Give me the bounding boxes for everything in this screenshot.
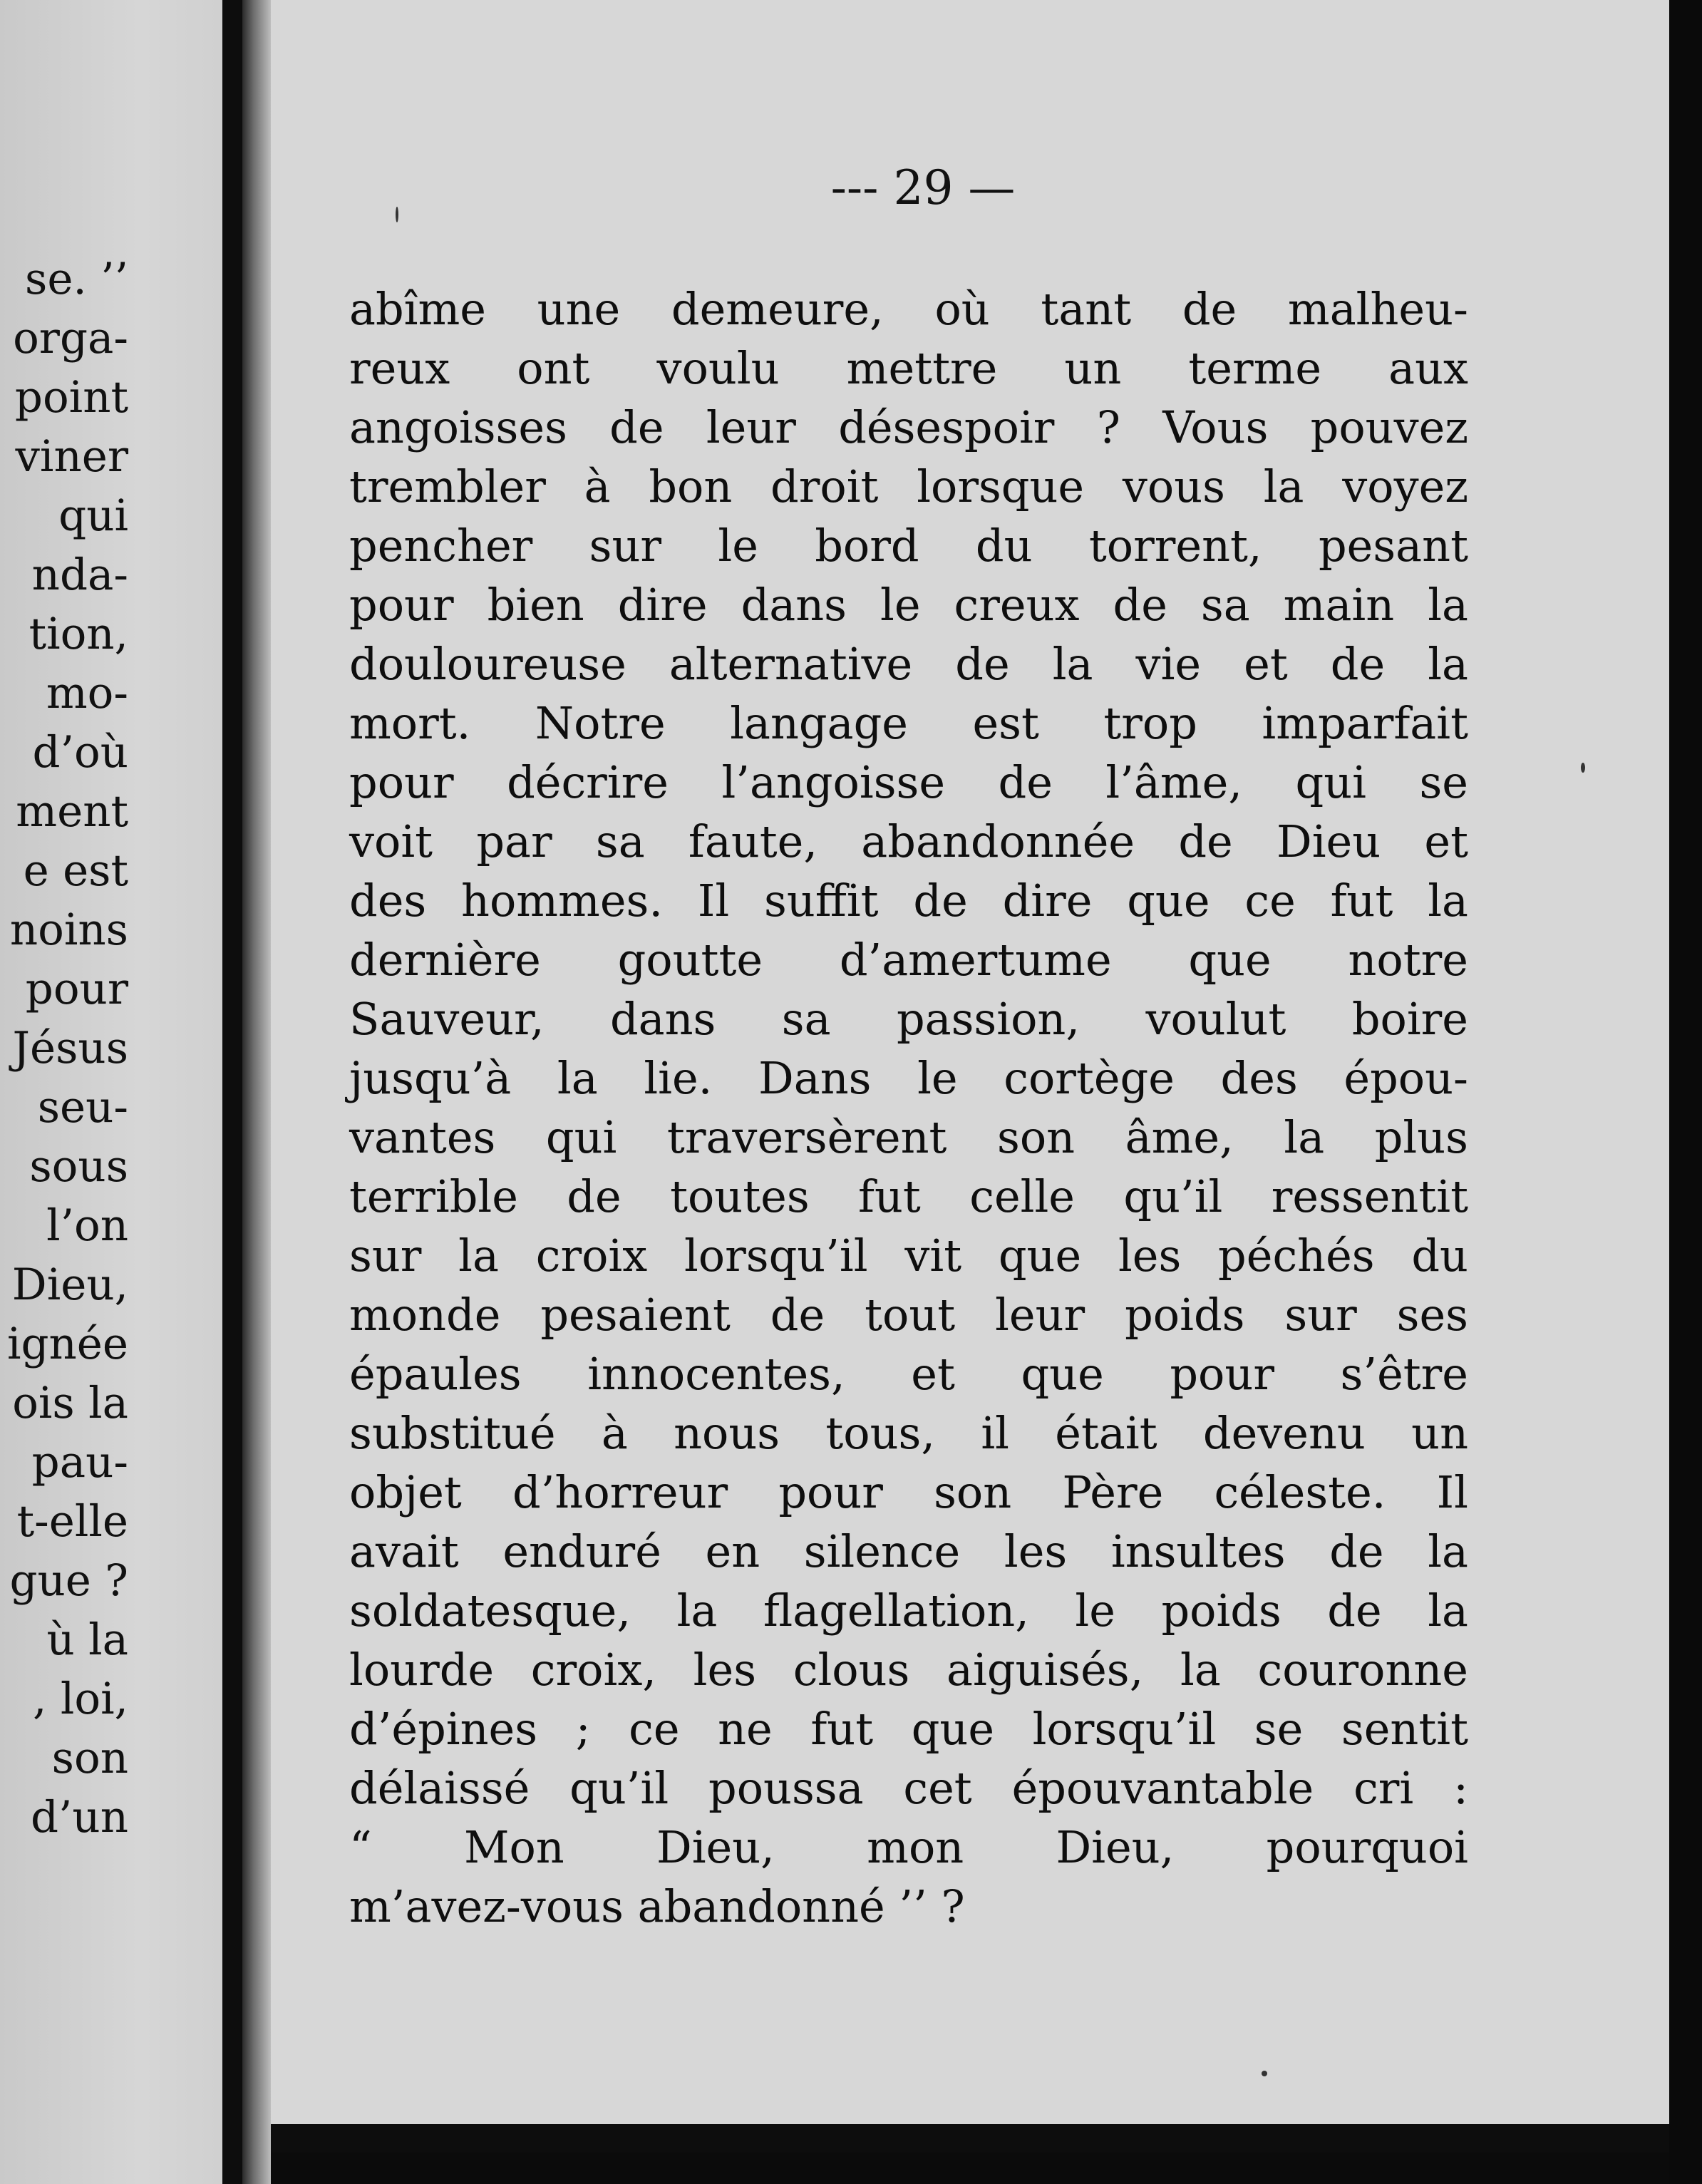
text-line: abîme une demeure, où tant de malheu- <box>349 283 1468 335</box>
text-line: épaules innocentes, et que pour s’être <box>349 1348 1468 1400</box>
page-body-text <box>349 279 1468 1936</box>
text-line: lourde croix, les clous aiguisés, la couronne <box>349 1644 1468 1696</box>
text-line: pour décrire l’angoisse de l’âme, qui se <box>349 756 1468 808</box>
text-line: délaissé qu’il poussa cet épouvantable cri : <box>349 1762 1468 1814</box>
previous-page-line: son <box>51 1733 128 1783</box>
text-line: sur la croix lorsqu’il vit que les péchés du <box>349 1230 1468 1282</box>
previous-page-line: , loi, <box>33 1674 128 1724</box>
paper-speck <box>1262 2071 1267 2076</box>
previous-page-line: pau- <box>31 1437 128 1488</box>
text-line: Sauveur, dans sa passion, voulut boire <box>349 993 1468 1045</box>
text-line: pencher sur le bord du torrent, pesant <box>349 520 1468 572</box>
text-line: vantes qui traversèrent son âme, la plus <box>349 1111 1468 1163</box>
previous-page-line: mo- <box>46 668 128 718</box>
previous-page-line: seu- <box>37 1082 128 1133</box>
previous-page-line: orga- <box>13 313 128 364</box>
previous-page-line: noins <box>9 905 128 955</box>
previous-page-line: tion, <box>29 609 128 659</box>
previous-page-line: Jésus <box>12 1023 128 1073</box>
text-line: d’épines ; ce ne fut que lorsqu’il se sentit <box>349 1703 1468 1755</box>
page-number: --- 29 — <box>830 160 1016 215</box>
previous-page-line: d’où <box>32 727 128 778</box>
text-line: avait enduré en silence les insultes de la <box>349 1525 1468 1577</box>
text-line: pour bien dire dans le creux de sa main la <box>349 579 1468 631</box>
text-line: “ Mon Dieu, mon Dieu, pourquoi <box>349 1821 1468 1873</box>
previous-page-line: sous <box>29 1141 128 1192</box>
previous-page-line: d’un <box>30 1792 128 1843</box>
text-line: angoisses de leur désespoir ? Vous pouvez <box>349 401 1468 453</box>
paper-speck <box>1581 763 1585 773</box>
previous-page-line: ois la <box>12 1378 128 1428</box>
previous-page-line: e est <box>23 845 128 896</box>
previous-page-line: t-elle <box>16 1496 128 1547</box>
text-line: dernière goutte d’amertume que notre <box>349 934 1468 986</box>
text-line: jusqu’à la lie. Dans le cortège des épou- <box>349 1052 1468 1104</box>
previous-page-line: gue ? <box>9 1555 128 1606</box>
text-line: trembler à bon droit lorsque vous la voyez <box>349 460 1468 512</box>
previous-page-line: ù la <box>46 1614 128 1665</box>
text-line: m’avez-vous abandonné ’’ ? <box>349 1880 965 1932</box>
previous-page-line: point <box>14 372 128 423</box>
previous-page-line: Dieu, <box>11 1260 128 1310</box>
text-line: objet d’horreur pour son Père céleste. Il <box>349 1466 1468 1518</box>
text-line: des hommes. Il suffit de dire que ce fut la <box>349 875 1468 927</box>
text-line: reux ont voulu mettre un terme aux <box>349 342 1468 394</box>
book-binding-shadow <box>222 0 242 2184</box>
previous-page-text <box>0 249 128 1847</box>
scan-border <box>1669 0 1702 2184</box>
text-line: voit par sa faute, abandonnée de Dieu et <box>349 815 1468 867</box>
text-line: monde pesaient de tout leur poids sur ses <box>349 1289 1468 1341</box>
previous-page-line: pour <box>25 964 128 1014</box>
text-line: substitué à nous tous, il était devenu un <box>349 1407 1468 1459</box>
page-curl-shadow <box>242 0 271 2184</box>
previous-page-line: nda- <box>31 550 128 600</box>
previous-page-line: qui <box>58 490 128 541</box>
paper-speck <box>396 207 398 222</box>
text-line: mort. Notre langage est trop imparfait <box>349 697 1468 749</box>
previous-page-line: se. ’’ <box>25 254 128 304</box>
text-line: douloureuse alternative de la vie et de la <box>349 638 1468 690</box>
previous-page-line: ignée <box>6 1319 128 1369</box>
previous-page-line: l’on <box>46 1200 128 1251</box>
previous-page-fragment <box>0 0 235 2184</box>
text-line: soldatesque, la flagellation, le poids de la <box>349 1585 1468 1637</box>
previous-page-line: viner <box>15 431 128 482</box>
text-line: terrible de toutes fut celle qu’il ressentit <box>349 1170 1468 1222</box>
previous-page-line: ment <box>16 786 128 837</box>
